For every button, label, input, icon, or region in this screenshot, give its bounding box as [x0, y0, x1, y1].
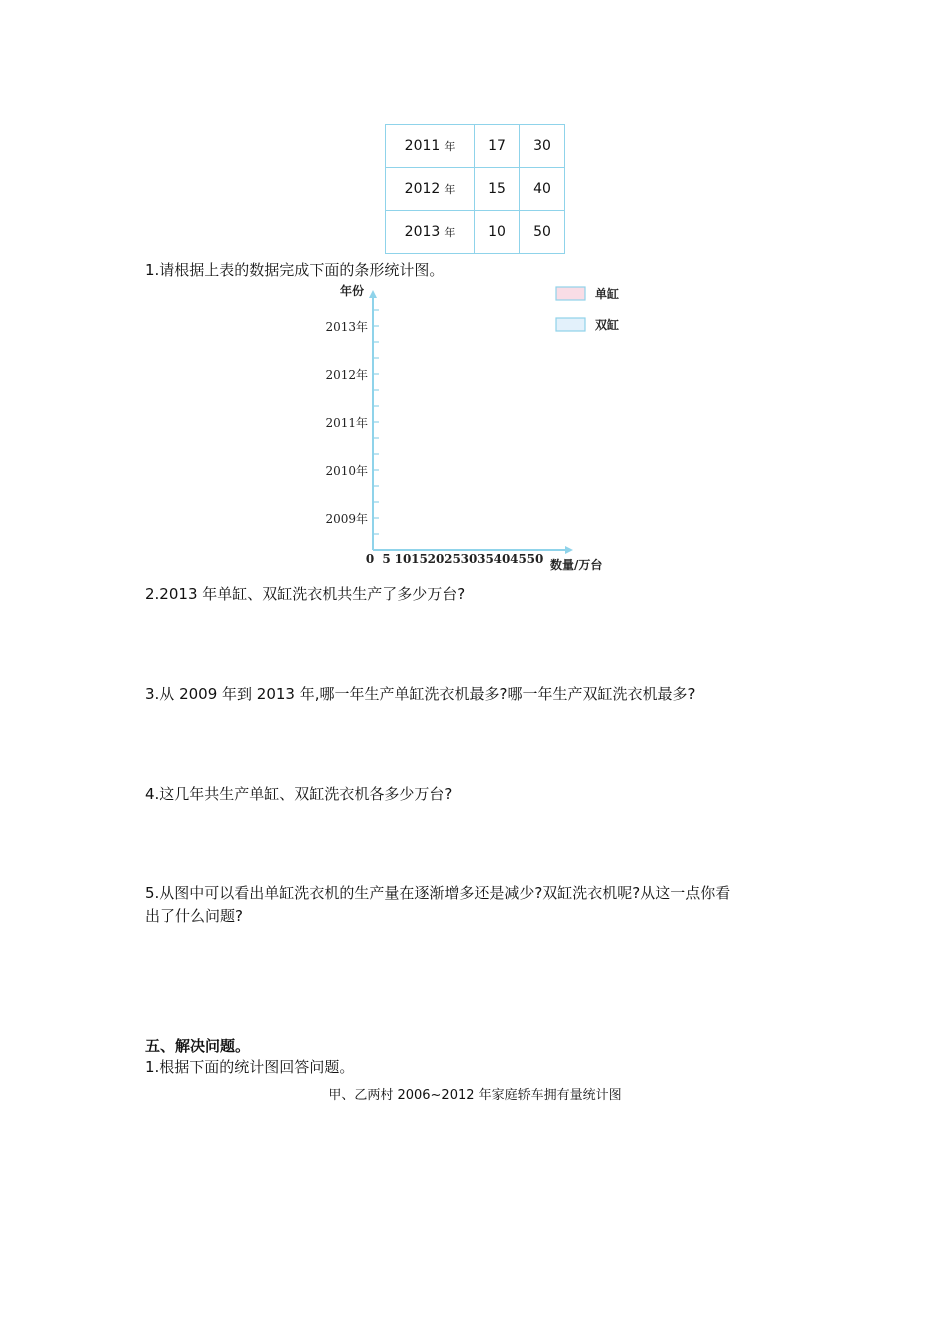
double-tub-cell: 30 — [520, 125, 565, 168]
section-heading: 五、解决问题。 — [145, 1037, 251, 1055]
double-tub-cell: 40 — [520, 168, 565, 211]
legend-label: 双缸 — [595, 318, 620, 332]
table-row — [386, 211, 565, 254]
y-tick-label: 2011年 — [325, 416, 368, 430]
x-axis-title: 数量/万台 — [550, 558, 603, 572]
question-3: 3.从 2009 年到 2013 年,哪一年生产单缸洗衣机最多?哪一年生产双缸洗衣机最多? — [145, 685, 696, 703]
x-tick-labels — [366, 552, 544, 566]
question-5 — [145, 882, 815, 928]
y-axis-arrow — [369, 290, 377, 298]
y-axis — [369, 290, 379, 550]
chart-caption: 甲、乙两村 2006~2012 年家庭轿车拥有量统计图 — [328, 1088, 622, 1103]
year-value: 2012 — [404, 181, 441, 197]
question-5-line-1: 5.从图中可以看出单缸洗衣机的生产量在逐渐增多还是减少?双缸洗衣机呢?从这一点你看 — [145, 884, 731, 902]
x-tick-label: 25 — [444, 552, 461, 566]
year-value: 2011 — [404, 138, 441, 154]
year-cell — [386, 125, 475, 168]
question-4: 4.这几年共生产单缸、双缸洗衣机各多少万台? — [145, 785, 453, 803]
y-tick-labels — [325, 319, 368, 526]
legend-swatch — [556, 287, 585, 300]
y-axis-title: 年份 — [340, 284, 365, 298]
year-cell — [386, 168, 475, 211]
legend-swatch — [556, 318, 585, 331]
year-cell — [386, 211, 475, 254]
question-2: 2.2013 年单缸、双缸洗衣机共生产了多少万台? — [145, 585, 466, 603]
x-tick-label: 50 — [526, 552, 544, 566]
single-tub-cell: 10 — [475, 211, 520, 254]
double-tub-cell: 50 — [520, 211, 565, 254]
y-tick-label: 2010年 — [325, 464, 368, 478]
question-5-line-2: 出了什么问题? — [145, 907, 243, 925]
legend-label: 单缸 — [595, 287, 620, 301]
single-tub-cell: 17 — [475, 125, 520, 168]
y-tick-label: 2009年 — [325, 512, 368, 526]
x-tick-label: 10 — [394, 552, 412, 566]
year-value: 2013 — [404, 224, 441, 240]
x-tick-label: 15 — [411, 552, 428, 566]
y-tick-label: 2012年 — [325, 368, 368, 382]
bar-chart — [318, 280, 638, 580]
section-question-1: 1.根据下面的统计图回答问题。 — [145, 1058, 355, 1076]
table-row — [386, 168, 565, 211]
single-tub-cell: 15 — [475, 168, 520, 211]
x-tick-label: 35 — [477, 552, 494, 566]
x-tick-label: 40 — [493, 552, 511, 566]
x-tick-label: 5 — [382, 552, 391, 566]
x-tick-label: 20 — [427, 552, 445, 566]
legend — [556, 286, 619, 332]
year-unit: 年 — [444, 183, 456, 196]
x-tick-label: 45 — [510, 552, 527, 566]
table-row — [386, 125, 565, 168]
year-unit: 年 — [444, 140, 456, 153]
x-tick-label: 30 — [460, 552, 478, 566]
year-unit: 年 — [444, 226, 456, 239]
question-1: 1.请根据上表的数据完成下面的条形统计图。 — [145, 261, 445, 279]
production-table — [385, 124, 565, 254]
x-tick-label: 0 — [365, 552, 375, 566]
x-axis-arrow — [565, 546, 573, 554]
y-tick-label: 2013年 — [325, 320, 368, 334]
